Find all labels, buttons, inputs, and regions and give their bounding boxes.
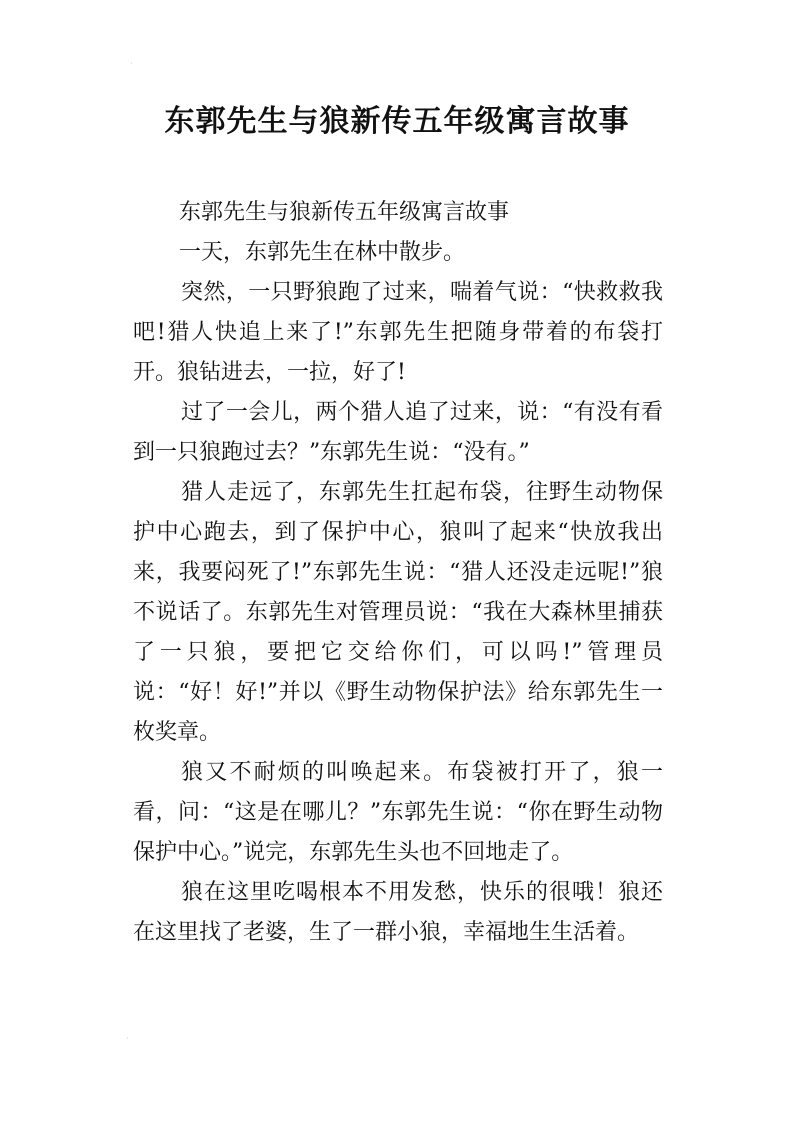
scan-speck-bottom: · bbox=[126, 1034, 129, 1043]
document-title: 东郭先生与狼新传五年级寓言故事 bbox=[164, 104, 630, 139]
document-body bbox=[133, 193, 663, 953]
paragraph-2: 突然，一只野狼跑了过来，喘着气说：“快救救我吧!猎人快追上来了!”东郭先生把随身带着的布袋打开。狼钻进去，一拉，好了! bbox=[133, 280, 663, 385]
paragraph-6: 狼在这里吃喝根本不用发愁，快乐的很哦！狼还在这里找了老婆，生了一群小狼，幸福地生生活着。 bbox=[133, 880, 663, 945]
scan-speck-top: · bbox=[130, 59, 133, 68]
paragraph-5: 狼又不耐烦的叫唤起来。布袋被打开了，狼一看，问：“这是在哪儿？”东郭先生说：“你在野生动物保护中心。”说完，东郭先生头也不回地走了。 bbox=[133, 760, 663, 865]
paragraph-4: 猎人走远了，东郭先生扛起布袋，往野生动物保护中心跑去，到了保护中心，狼叫了起来“快放我出来，我要闷死了!”东郭先生说：“猎人还没走远呢!”狼不说话了。东郭先生对管理员说：“我在大森林里捕获了一只狼，要把它交给你们，可以吗!”管理员说：“好！好!”并以《野生动物保护法》给东郭先生一枚奖章。 bbox=[133, 480, 663, 745]
paragraph-subtitle: 东郭先生与狼新传五年级寓言故事 bbox=[179, 200, 510, 225]
paragraph-1: 一天，东郭先生在林中散步。 bbox=[179, 240, 466, 265]
paragraph-3: 过了一会儿，两个猎人追了过来，说：“有没有看到一只狼跑过去？”东郭先生说：“没有。” bbox=[133, 400, 663, 465]
